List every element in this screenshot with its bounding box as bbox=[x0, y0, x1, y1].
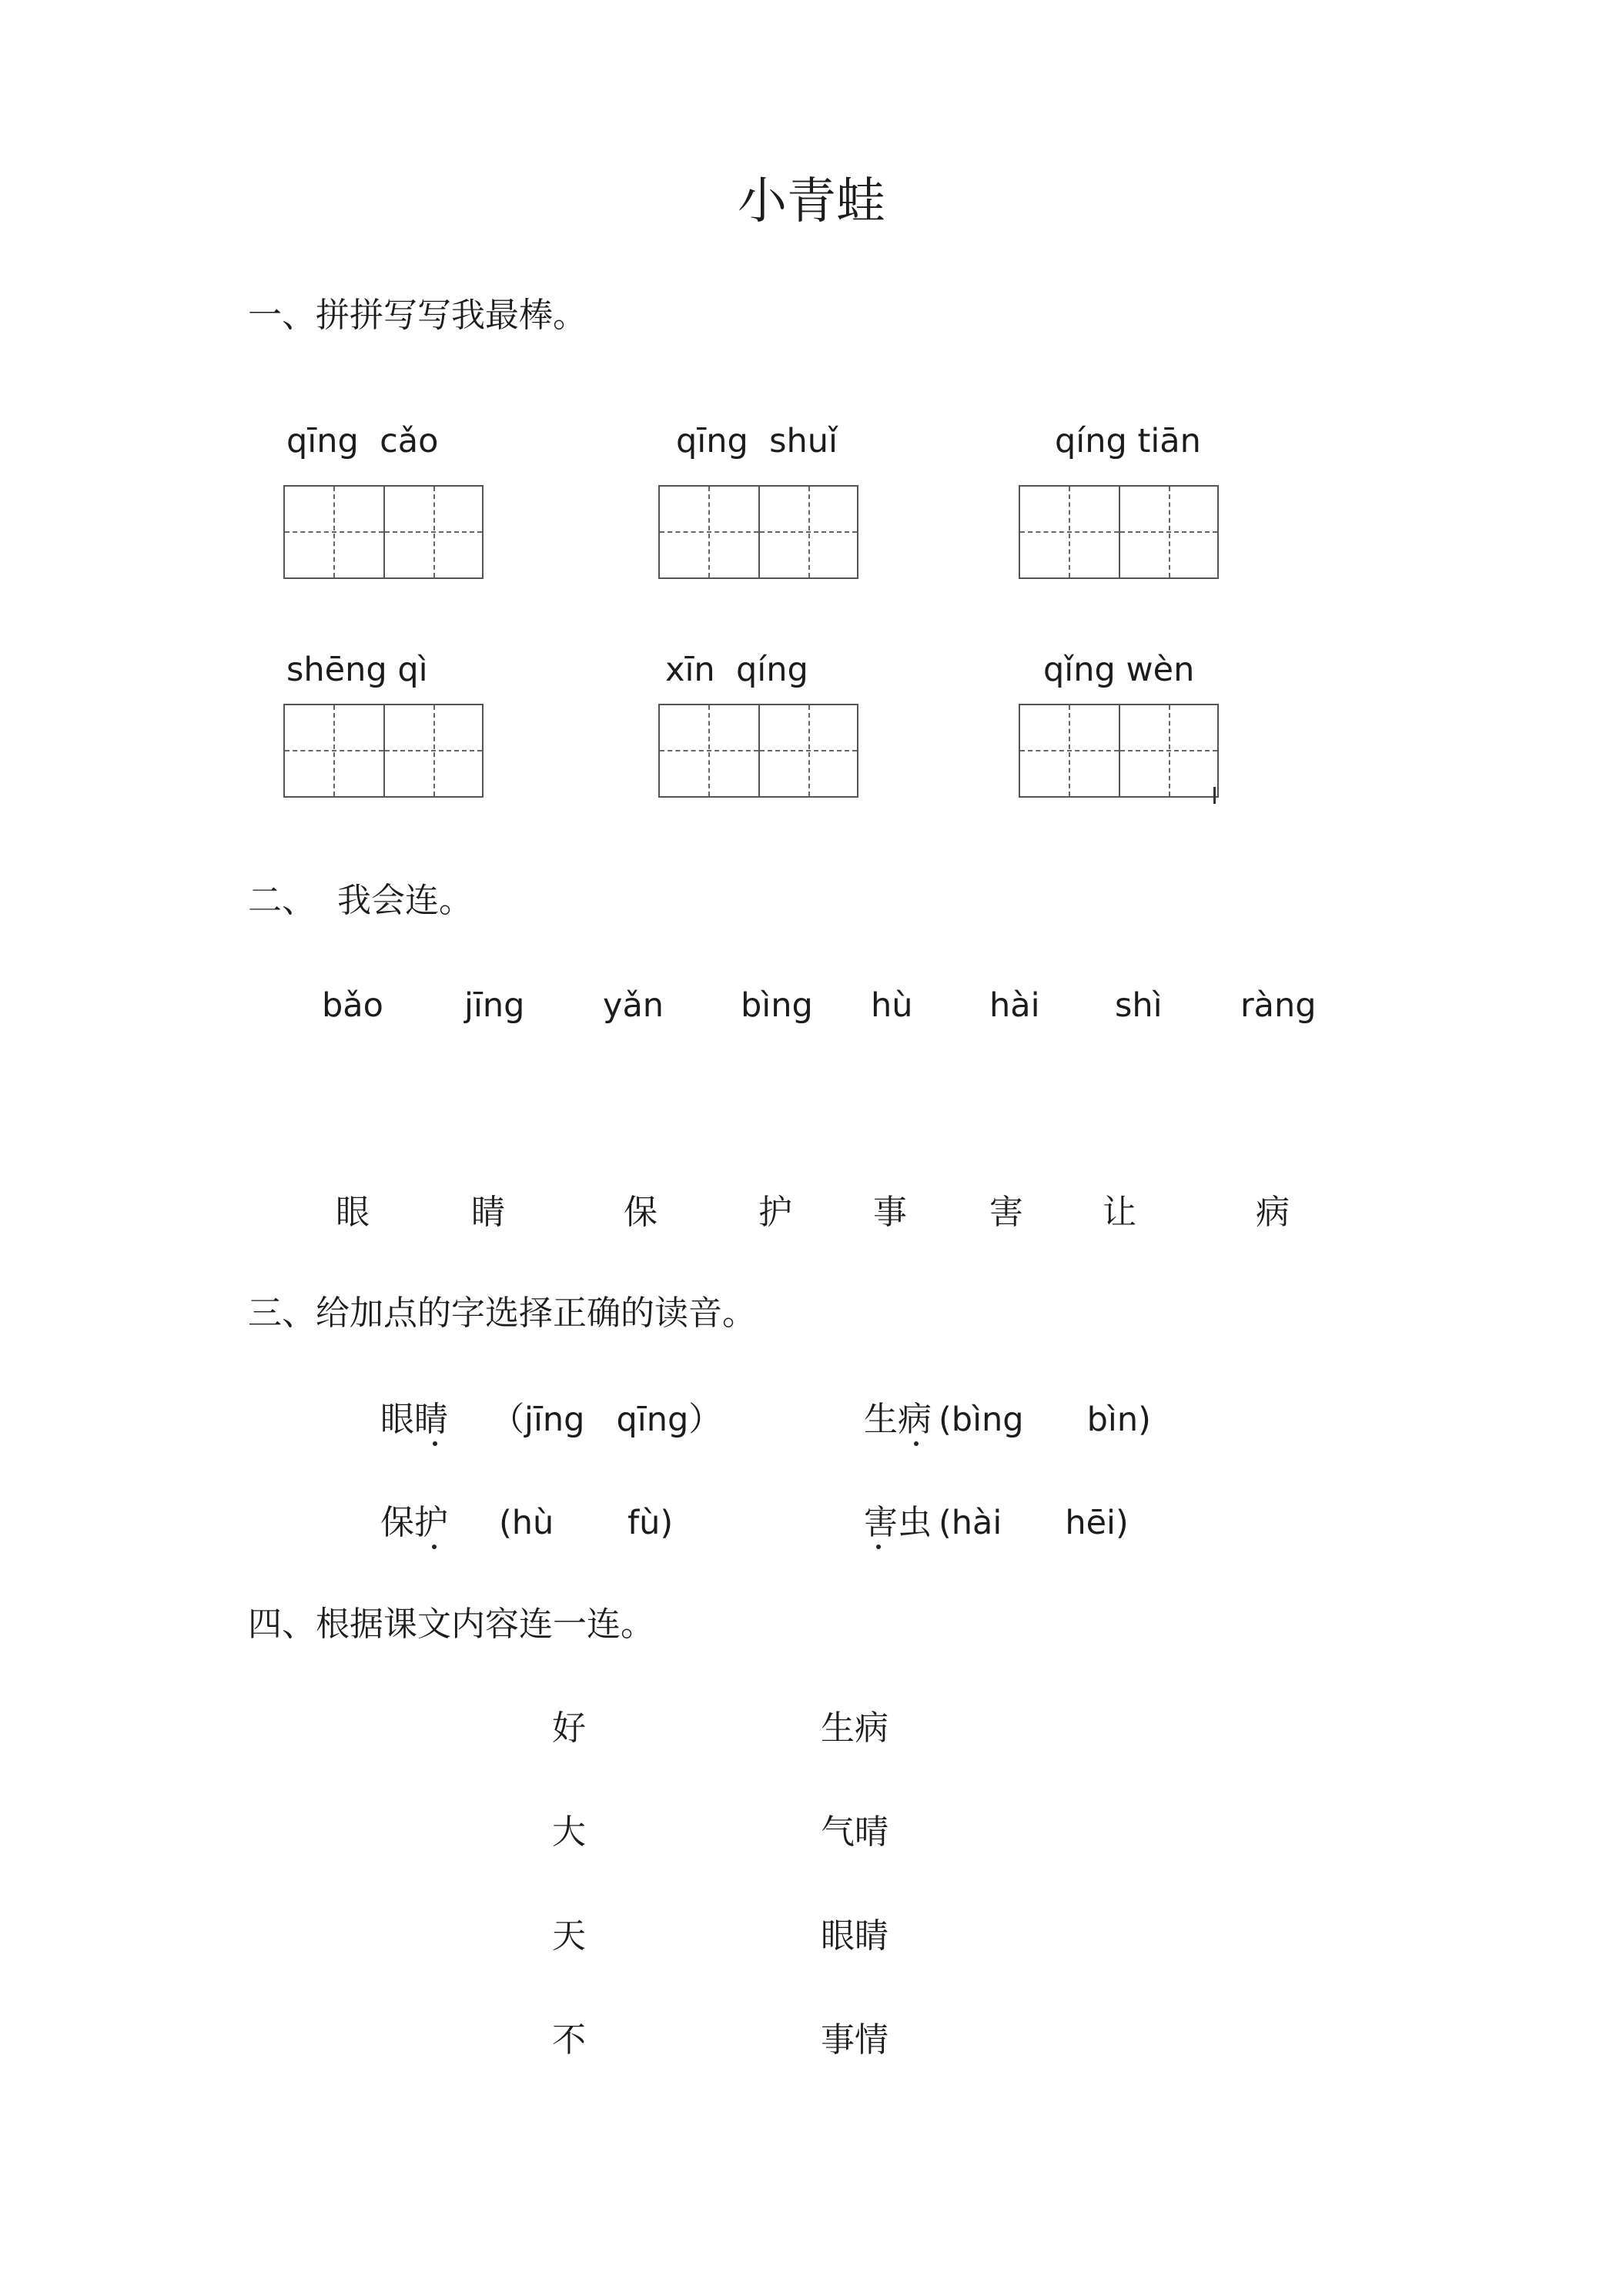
match-pinyin-7: shì bbox=[1115, 986, 1163, 1025]
writing-grid-5[interactable] bbox=[658, 704, 858, 798]
emphasis-dot bbox=[432, 1545, 437, 1549]
section-1-heading: 一、拼拼写写我最棒。 bbox=[248, 296, 587, 335]
reading-options-1: （jīng qīng） bbox=[491, 1401, 722, 1439]
reading-word-4: 害虫 bbox=[864, 1503, 932, 1542]
stray-mark bbox=[1213, 787, 1216, 804]
match-char-6: 害 bbox=[989, 1193, 1023, 1232]
writing-grid-1[interactable] bbox=[283, 485, 484, 579]
pinyin-label-1: qīng cǎo bbox=[286, 422, 439, 460]
section-4-heading: 四、根据课文内容连一连。 bbox=[248, 1605, 654, 1644]
reading-options-3: (hù fù) bbox=[499, 1504, 674, 1542]
emphasis-dot bbox=[914, 1441, 919, 1446]
match-pinyin-1: bǎo bbox=[322, 986, 383, 1025]
writing-grid-3[interactable] bbox=[1019, 485, 1219, 579]
writing-grid-2[interactable] bbox=[658, 485, 858, 579]
pinyin-label-6: qǐng wèn bbox=[1043, 651, 1195, 689]
match-char-4: 护 bbox=[758, 1193, 792, 1232]
connect-right-4: 事情 bbox=[821, 2020, 888, 2060]
connect-right-2: 气晴 bbox=[821, 1812, 888, 1852]
connect-left-4: 不 bbox=[552, 2020, 586, 2060]
match-char-2: 睛 bbox=[471, 1193, 505, 1232]
reading-word-3: 保护 bbox=[380, 1503, 448, 1542]
match-char-8: 病 bbox=[1256, 1193, 1290, 1232]
section-2-heading: 二、 我会连。 bbox=[248, 881, 473, 920]
pinyin-label-3: qíng tiān bbox=[1055, 422, 1201, 460]
reading-word-2: 生病 bbox=[864, 1400, 932, 1439]
match-char-1: 眼 bbox=[336, 1193, 370, 1232]
connect-left-2: 大 bbox=[552, 1812, 586, 1852]
match-pinyin-3: yǎn bbox=[603, 986, 664, 1025]
match-pinyin-5: hù bbox=[871, 986, 913, 1025]
pinyin-label-2: qīng shuǐ bbox=[676, 422, 838, 460]
connect-right-3: 眼睛 bbox=[821, 1916, 888, 1956]
page-title: 小青蛙 bbox=[738, 173, 885, 230]
writing-grid-4[interactable] bbox=[283, 704, 484, 798]
match-pinyin-8: ràng bbox=[1240, 986, 1317, 1025]
match-char-7: 让 bbox=[1103, 1193, 1136, 1232]
match-char-5: 事 bbox=[873, 1193, 907, 1232]
connect-left-3: 天 bbox=[552, 1916, 586, 1956]
emphasis-dot bbox=[433, 1441, 437, 1446]
match-char-3: 保 bbox=[624, 1193, 658, 1232]
pinyin-label-4: shēng qì bbox=[286, 651, 428, 689]
reading-word-1: 眼睛 bbox=[380, 1400, 448, 1439]
match-pinyin-6: hài bbox=[989, 986, 1040, 1025]
connect-left-1: 好 bbox=[552, 1709, 586, 1748]
section-3-heading: 三、给加点的字选择正确的读音。 bbox=[248, 1294, 756, 1333]
pinyin-label-5: xīn qíng bbox=[665, 651, 808, 689]
reading-options-4: (hài hēi) bbox=[939, 1504, 1129, 1542]
connect-right-1: 生病 bbox=[821, 1709, 888, 1748]
match-pinyin-4: bìng bbox=[741, 986, 813, 1025]
writing-grid-6[interactable] bbox=[1019, 704, 1219, 798]
reading-options-2: (bìng bìn) bbox=[939, 1401, 1151, 1439]
match-pinyin-2: jīng bbox=[464, 986, 525, 1025]
emphasis-dot bbox=[876, 1545, 881, 1549]
